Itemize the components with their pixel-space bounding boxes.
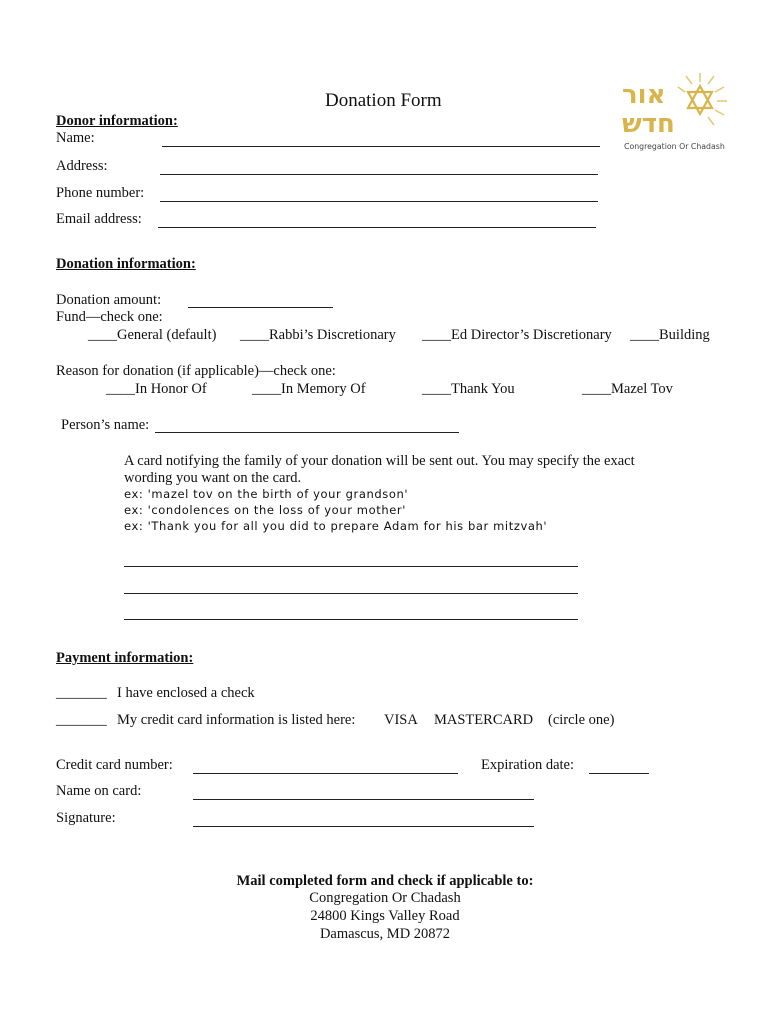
check-blank[interactable]: _______	[56, 685, 107, 701]
reason-thank-you[interactable]: ____Thank You	[422, 381, 515, 397]
fund-building[interactable]: ____Building	[630, 327, 710, 343]
phone-label: Phone number:	[56, 185, 145, 201]
email-label: Email address:	[56, 211, 142, 227]
circle-one-note: (circle one)	[548, 712, 615, 728]
mail-header: Mail completed form and check if applicable to:	[236, 873, 534, 889]
name-field[interactable]	[162, 146, 600, 147]
card-note-line2: wording you want on the card.	[124, 470, 302, 486]
signature-label: Signature:	[56, 810, 116, 826]
phone-field[interactable]	[160, 201, 598, 202]
logo-hebrew-bottom: חדש	[622, 109, 675, 139]
mail-line-3: Damascus, MD 20872	[319, 926, 451, 942]
mastercard-option[interactable]: MASTERCARD	[434, 712, 534, 728]
logo-caption: Congregation Or Chadash	[624, 142, 725, 151]
congregation-logo	[620, 70, 730, 155]
person-name-field[interactable]	[155, 432, 459, 433]
payment-info-header: Payment information:	[56, 650, 194, 666]
person-name-label: Person’s name:	[61, 417, 150, 433]
name-on-card-label: Name on card:	[56, 783, 142, 799]
donation-amount-label: Donation amount:	[56, 292, 162, 308]
credit-card-label: My credit card information is listed here:	[117, 712, 356, 728]
card-wording-line-3[interactable]	[124, 619, 578, 620]
star-of-david-icon	[688, 86, 712, 114]
donation-amount-field[interactable]	[188, 307, 333, 308]
reason-mazel-tov[interactable]: ____Mazel Tov	[582, 381, 673, 397]
mail-line-2: 24800 Kings Valley Road	[310, 908, 460, 924]
rays-icon	[678, 73, 727, 125]
reason-in-honor[interactable]: ____In Honor Of	[106, 381, 207, 397]
cc-number-label: Credit card number:	[56, 757, 173, 773]
fund-ed-director[interactable]: ____Ed Director’s Discretionary	[422, 327, 612, 343]
reason-label: Reason for donation (if applicable)—check one:	[56, 363, 336, 379]
donation-info-header: Donation information:	[56, 256, 196, 272]
card-example-1: ex: 'mazel tov on the birth of your grandson'	[124, 487, 409, 501]
fund-rabbi[interactable]: ____Rabbi’s Discretionary	[240, 327, 396, 343]
fund-label: Fund—check one:	[56, 309, 163, 325]
name-label: Name:	[56, 130, 95, 146]
address-field[interactable]	[160, 174, 598, 175]
expiration-label: Expiration date:	[481, 757, 575, 773]
address-label: Address:	[56, 158, 108, 174]
logo-hebrew-top: אור	[622, 80, 666, 110]
signature-field[interactable]	[193, 826, 534, 827]
check-label: I have enclosed a check	[117, 685, 255, 701]
card-blank[interactable]: _______	[56, 712, 107, 728]
fund-general[interactable]: ____General (default)	[88, 327, 217, 343]
donor-info-header: Donor information:	[56, 113, 178, 129]
card-wording-line-1[interactable]	[124, 566, 578, 567]
card-note-line1: A card notifying the family of your donation will be sent out. You may specify the exact	[124, 453, 635, 469]
card-wording-line-2[interactable]	[124, 593, 578, 594]
reason-in-memory[interactable]: ____In Memory Of	[252, 381, 366, 397]
mail-line-1: Congregation Or Chadash	[309, 890, 461, 906]
card-example-3: ex: 'Thank you for all you did to prepare Adam for his bar mitzvah'	[124, 519, 548, 533]
cc-number-field[interactable]	[193, 773, 458, 774]
name-on-card-field[interactable]	[193, 799, 534, 800]
email-field[interactable]	[158, 227, 596, 228]
visa-option[interactable]: VISA	[384, 712, 418, 728]
expiration-field[interactable]	[589, 773, 649, 774]
page-title: Donation Form	[325, 90, 442, 111]
card-example-2: ex: 'condolences on the loss of your mother'	[124, 503, 406, 517]
